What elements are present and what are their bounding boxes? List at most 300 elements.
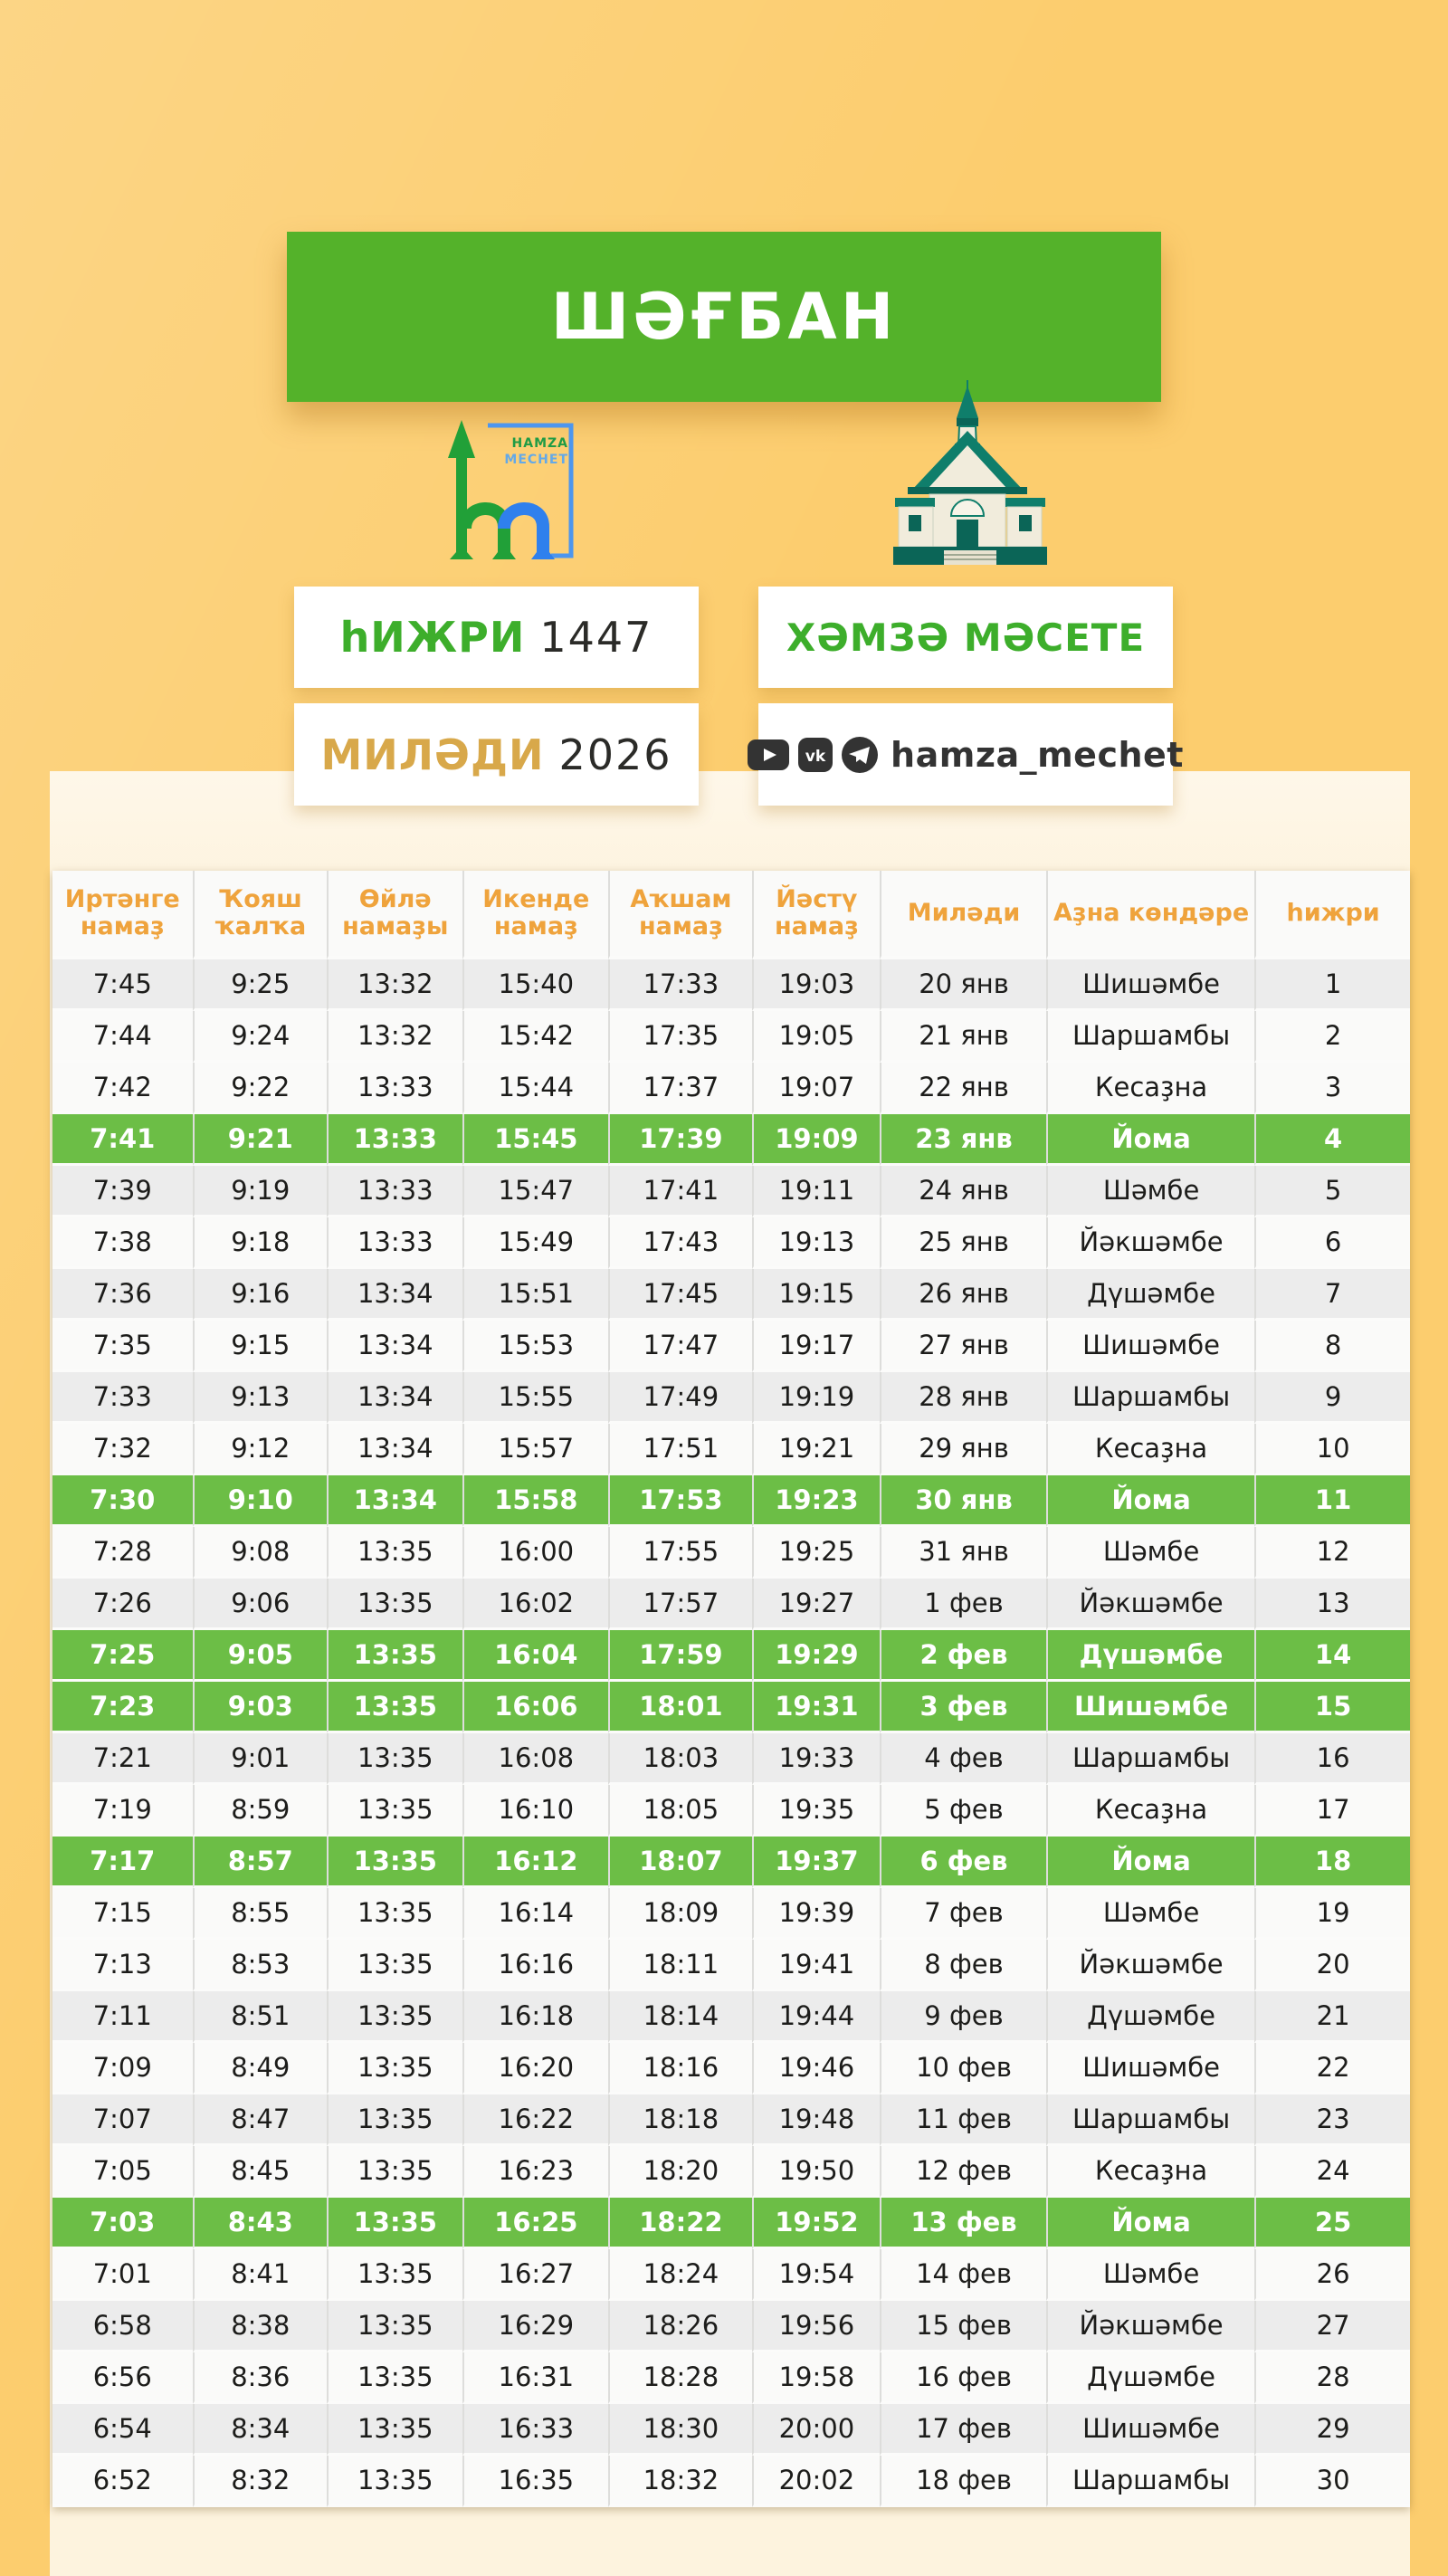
table-header-row (52, 871, 1410, 959)
cell-asr: 15:40 (462, 959, 609, 1011)
cell-miladi: 26 янв (880, 1269, 1046, 1321)
cell-sunrise: 9:18 (193, 1217, 327, 1269)
table-row (52, 1011, 1410, 1063)
cell-miladi: 5 фев (880, 1785, 1046, 1837)
miladi-year-badge (294, 703, 699, 806)
table-row (52, 1940, 1410, 1991)
cell-hijri: 12 (1254, 1527, 1410, 1579)
cell-sunrise: 9:24 (193, 1011, 327, 1063)
cell-isha: 19:50 (752, 2146, 880, 2198)
cell-miladi: 12 фев (880, 2146, 1046, 2198)
cell-miladi: 10 фев (880, 2043, 1046, 2094)
cell-hijri: 5 (1254, 1166, 1410, 1217)
mosque-name: ХӘМЗӘ МӘСЕТЕ (786, 615, 1146, 660)
cell-isha: 19:27 (752, 1579, 880, 1630)
column-header: Аҡшам намаҙ (608, 871, 752, 959)
cell-weekday: Йома (1046, 2198, 1254, 2249)
cell-hijri: 16 (1254, 1733, 1410, 1785)
cell-maghrib: 18:16 (608, 2043, 752, 2094)
cell-fajr: 7:30 (52, 1475, 193, 1527)
cell-isha: 19:33 (752, 1733, 880, 1785)
cell-maghrib: 18:03 (608, 1733, 752, 1785)
vk-icon (798, 738, 833, 772)
cell-miladi: 2 фев (880, 1630, 1046, 1682)
cell-hijri: 8 (1254, 1321, 1410, 1372)
cell-isha: 19:07 (752, 1063, 880, 1114)
cell-fajr: 7:25 (52, 1630, 193, 1682)
cell-hijri: 4 (1254, 1114, 1410, 1166)
cell-sunrise: 9:22 (193, 1063, 327, 1114)
cell-asr: 16:14 (462, 1888, 609, 1940)
mosque-name-badge (758, 587, 1173, 688)
cell-sunrise: 8:47 (193, 2094, 327, 2146)
table-row (52, 1733, 1410, 1785)
cell-zuhr: 13:35 (327, 2301, 462, 2352)
cell-hijri: 9 (1254, 1372, 1410, 1424)
cell-isha: 19:35 (752, 1785, 880, 1837)
table-row (52, 2404, 1410, 2456)
cell-maghrib: 18:11 (608, 1940, 752, 1991)
cell-zuhr: 13:35 (327, 2456, 462, 2507)
cell-asr: 15:55 (462, 1372, 609, 1424)
cell-zuhr: 13:35 (327, 2146, 462, 2198)
cell-zuhr: 13:35 (327, 1837, 462, 1888)
logo-text-mechet: MECHET (504, 453, 568, 467)
cell-isha: 19:56 (752, 2301, 880, 2352)
cell-fajr: 7:23 (52, 1682, 193, 1733)
table-row (52, 1372, 1410, 1424)
cell-zuhr: 13:35 (327, 2352, 462, 2404)
cell-miladi: 21 янв (880, 1011, 1046, 1063)
cell-sunrise: 9:15 (193, 1321, 327, 1372)
cell-isha: 19:39 (752, 1888, 880, 1940)
cell-maghrib: 17:53 (608, 1475, 752, 1527)
table-row (52, 1321, 1410, 1372)
cell-sunrise: 9:21 (193, 1114, 327, 1166)
table-row (52, 2146, 1410, 2198)
cell-sunrise: 9:13 (193, 1372, 327, 1424)
svg-text:vk: vk (805, 747, 826, 766)
column-header: һижри (1254, 871, 1410, 959)
cell-hijri: 21 (1254, 1991, 1410, 2043)
cell-sunrise: 9:06 (193, 1579, 327, 1630)
prayer-table-card (52, 871, 1410, 2507)
cell-maghrib: 17:37 (608, 1063, 752, 1114)
column-header: Икенде намаҙ (462, 871, 609, 959)
hm-logo-icon (419, 418, 579, 563)
table-row (52, 1837, 1410, 1888)
telegram-icon (842, 737, 878, 773)
cell-asr: 16:27 (462, 2249, 609, 2301)
cell-sunrise: 9:01 (193, 1733, 327, 1785)
cell-fajr: 7:33 (52, 1372, 193, 1424)
cell-hijri: 10 (1254, 1424, 1410, 1475)
table-row (52, 959, 1410, 1011)
cell-hijri: 13 (1254, 1579, 1410, 1630)
cell-miladi: 11 фев (880, 2094, 1046, 2146)
cell-maghrib: 18:30 (608, 2404, 752, 2456)
table-row (52, 1785, 1410, 1837)
miladi-label: МИЛӘДИ (320, 730, 545, 779)
cell-maghrib: 18:24 (608, 2249, 752, 2301)
month-title: ШӘҒБАН (550, 280, 898, 354)
social-icons (748, 737, 878, 773)
cell-sunrise: 9:12 (193, 1424, 327, 1475)
cell-zuhr: 13:34 (327, 1475, 462, 1527)
miladi-year: 2026 (558, 730, 672, 779)
cell-sunrise: 9:05 (193, 1630, 327, 1682)
cell-zuhr: 13:35 (327, 1785, 462, 1837)
cell-isha: 19:05 (752, 1011, 880, 1063)
cell-weekday: Шишәмбе (1046, 959, 1254, 1011)
cell-fajr: 6:56 (52, 2352, 193, 2404)
cell-weekday: Дүшәмбе (1046, 1630, 1254, 1682)
cell-hijri: 18 (1254, 1837, 1410, 1888)
cell-asr: 16:23 (462, 2146, 609, 2198)
cell-asr: 16:33 (462, 2404, 609, 2456)
prayer-table-body (52, 959, 1410, 2507)
cell-zuhr: 13:34 (327, 1269, 462, 1321)
cell-asr: 16:35 (462, 2456, 609, 2507)
cell-zuhr: 13:35 (327, 1991, 462, 2043)
column-header: Өйлә намаҙы (327, 871, 462, 959)
cell-fajr: 7:09 (52, 2043, 193, 2094)
table-row (52, 1527, 1410, 1579)
cell-miladi: 24 янв (880, 1166, 1046, 1217)
cell-isha: 19:52 (752, 2198, 880, 2249)
cell-fajr: 7:41 (52, 1114, 193, 1166)
cell-weekday: Шишәмбе (1046, 1321, 1254, 1372)
cell-isha: 19:46 (752, 2043, 880, 2094)
hijri-year: 1447 (539, 613, 653, 662)
cell-asr: 15:47 (462, 1166, 609, 1217)
cell-isha: 19:29 (752, 1630, 880, 1682)
cell-weekday: Дүшәмбе (1046, 2352, 1254, 2404)
cell-sunrise: 9:16 (193, 1269, 327, 1321)
hijri-label: һИЖРИ (339, 613, 526, 662)
cell-miladi: 29 янв (880, 1424, 1046, 1475)
cell-weekday: Шишәмбе (1046, 1682, 1254, 1733)
table-row (52, 1269, 1410, 1321)
cell-zuhr: 13:34 (327, 1321, 462, 1372)
cell-hijri: 28 (1254, 2352, 1410, 2404)
cell-zuhr: 13:35 (327, 2404, 462, 2456)
cell-hijri: 25 (1254, 2198, 1410, 2249)
cell-hijri: 1 (1254, 959, 1410, 1011)
cell-isha: 19:17 (752, 1321, 880, 1372)
table-row (52, 2456, 1410, 2507)
cell-zuhr: 13:33 (327, 1114, 462, 1166)
cell-isha: 19:11 (752, 1166, 880, 1217)
cell-weekday: Йәкшәмбе (1046, 1579, 1254, 1630)
table-row (52, 2198, 1410, 2249)
cell-asr: 16:29 (462, 2301, 609, 2352)
cell-miladi: 15 фев (880, 2301, 1046, 2352)
cell-zuhr: 13:35 (327, 2043, 462, 2094)
cell-fajr: 7:38 (52, 1217, 193, 1269)
cell-sunrise: 8:55 (193, 1888, 327, 1940)
cell-fajr: 6:58 (52, 2301, 193, 2352)
cell-maghrib: 18:07 (608, 1837, 752, 1888)
cell-hijri: 19 (1254, 1888, 1410, 1940)
cell-hijri: 26 (1254, 2249, 1410, 2301)
cell-miladi: 7 фев (880, 1888, 1046, 1940)
prayer-table (52, 871, 1410, 2507)
table-row (52, 1630, 1410, 1682)
cell-hijri: 27 (1254, 2301, 1410, 2352)
cell-weekday: Кесаҙна (1046, 2146, 1254, 2198)
cell-miladi: 25 янв (880, 1217, 1046, 1269)
cell-zuhr: 13:35 (327, 1630, 462, 1682)
cell-maghrib: 18:14 (608, 1991, 752, 2043)
cell-weekday: Кесаҙна (1046, 1063, 1254, 1114)
cell-weekday: Йома (1046, 1837, 1254, 1888)
cell-weekday: Шаршамбы (1046, 2094, 1254, 2146)
cell-isha: 19:21 (752, 1424, 880, 1475)
cell-isha: 19:15 (752, 1269, 880, 1321)
cell-maghrib: 18:01 (608, 1682, 752, 1733)
cell-asr: 16:10 (462, 1785, 609, 1837)
cell-isha: 19:48 (752, 2094, 880, 2146)
cell-asr: 15:42 (462, 1011, 609, 1063)
cell-fajr: 7:05 (52, 2146, 193, 2198)
column-header: Йәстү намаҙ (752, 871, 880, 959)
cell-isha: 19:58 (752, 2352, 880, 2404)
hamza-mechet-logo (419, 418, 579, 567)
cell-weekday: Шаршамбы (1046, 1372, 1254, 1424)
cell-maghrib: 18:20 (608, 2146, 752, 2198)
cell-miladi: 6 фев (880, 1837, 1046, 1888)
month-banner (287, 232, 1161, 402)
cell-sunrise: 8:59 (193, 1785, 327, 1837)
cell-fajr: 7:44 (52, 1011, 193, 1063)
cell-hijri: 23 (1254, 2094, 1410, 2146)
cell-zuhr: 13:35 (327, 2249, 462, 2301)
cell-hijri: 7 (1254, 1269, 1410, 1321)
cell-fajr: 7:07 (52, 2094, 193, 2146)
column-header: Иртәнге намаҙ (52, 871, 193, 959)
cell-zuhr: 13:35 (327, 1733, 462, 1785)
cell-hijri: 17 (1254, 1785, 1410, 1837)
cell-isha: 19:25 (752, 1527, 880, 1579)
cell-maghrib: 18:05 (608, 1785, 752, 1837)
cell-zuhr: 13:35 (327, 1579, 462, 1630)
table-row (52, 1888, 1410, 1940)
cell-hijri: 22 (1254, 2043, 1410, 2094)
cell-isha: 19:54 (752, 2249, 880, 2301)
social-badge (758, 703, 1184, 806)
cell-asr: 15:53 (462, 1321, 609, 1372)
cell-sunrise: 8:43 (193, 2198, 327, 2249)
cell-miladi: 13 фев (880, 2198, 1046, 2249)
cell-fajr: 7:42 (52, 1063, 193, 1114)
cell-maghrib: 18:32 (608, 2456, 752, 2507)
cell-hijri: 20 (1254, 1940, 1410, 1991)
cell-asr: 16:00 (462, 1527, 609, 1579)
cell-weekday: Шәмбе (1046, 1527, 1254, 1579)
cell-weekday: Шәмбе (1046, 1888, 1254, 1940)
cell-isha: 19:03 (752, 959, 880, 1011)
table-row (52, 2301, 1410, 2352)
cell-maghrib: 17:49 (608, 1372, 752, 1424)
cell-miladi: 4 фев (880, 1733, 1046, 1785)
cell-fajr: 7:03 (52, 2198, 193, 2249)
cell-maghrib: 18:28 (608, 2352, 752, 2404)
cell-fajr: 7:21 (52, 1733, 193, 1785)
cell-zuhr: 13:32 (327, 1011, 462, 1063)
cell-asr: 16:25 (462, 2198, 609, 2249)
cell-fajr: 7:26 (52, 1579, 193, 1630)
cell-sunrise: 8:36 (193, 2352, 327, 2404)
mosque-illustration (891, 380, 1050, 574)
cell-weekday: Йома (1046, 1475, 1254, 1527)
cell-zuhr: 13:35 (327, 2094, 462, 2146)
cell-miladi: 3 фев (880, 1682, 1046, 1733)
cell-weekday: Дүшәмбе (1046, 1269, 1254, 1321)
cell-maghrib: 18:26 (608, 2301, 752, 2352)
cell-zuhr: 13:33 (327, 1166, 462, 1217)
cell-sunrise: 8:32 (193, 2456, 327, 2507)
cell-maghrib: 17:41 (608, 1166, 752, 1217)
cell-miladi: 8 фев (880, 1940, 1046, 1991)
hijri-year-badge (294, 587, 699, 688)
cell-fajr: 7:32 (52, 1424, 193, 1475)
cell-miladi: 14 фев (880, 2249, 1046, 2301)
cell-miladi: 28 янв (880, 1372, 1046, 1424)
youtube-icon (748, 739, 789, 770)
cell-miladi: 31 янв (880, 1527, 1046, 1579)
cell-zuhr: 13:34 (327, 1424, 462, 1475)
cell-weekday: Йәкшәмбе (1046, 2301, 1254, 2352)
cell-fajr: 7:45 (52, 959, 193, 1011)
cell-zuhr: 13:33 (327, 1063, 462, 1114)
cell-isha: 20:00 (752, 2404, 880, 2456)
cell-zuhr: 13:35 (327, 1940, 462, 1991)
cell-sunrise: 8:34 (193, 2404, 327, 2456)
cell-isha: 19:37 (752, 1837, 880, 1888)
table-row (52, 1166, 1410, 1217)
cell-asr: 16:08 (462, 1733, 609, 1785)
cell-asr: 15:44 (462, 1063, 609, 1114)
table-row (52, 2043, 1410, 2094)
cell-weekday: Шаршамбы (1046, 1733, 1254, 1785)
cell-asr: 16:16 (462, 1940, 609, 1991)
cell-isha: 19:09 (752, 1114, 880, 1166)
cell-sunrise: 9:08 (193, 1527, 327, 1579)
cell-sunrise: 8:53 (193, 1940, 327, 1991)
cell-weekday: Шишәмбе (1046, 2404, 1254, 2456)
table-row (52, 1063, 1410, 1114)
cell-miladi: 9 фев (880, 1991, 1046, 2043)
cell-isha: 19:31 (752, 1682, 880, 1733)
cell-asr: 16:04 (462, 1630, 609, 1682)
cell-weekday: Кесаҙна (1046, 1785, 1254, 1837)
cell-maghrib: 17:33 (608, 959, 752, 1011)
cell-maghrib: 17:57 (608, 1579, 752, 1630)
cell-sunrise: 9:25 (193, 959, 327, 1011)
cell-maghrib: 17:47 (608, 1321, 752, 1372)
cell-fajr: 7:11 (52, 1991, 193, 2043)
table-row (52, 1682, 1410, 1733)
cell-weekday: Дүшәмбе (1046, 1991, 1254, 2043)
cell-weekday: Шишәмбе (1046, 2043, 1254, 2094)
cell-maghrib: 18:09 (608, 1888, 752, 1940)
table-row (52, 2352, 1410, 2404)
table-row (52, 1424, 1410, 1475)
cell-hijri: 11 (1254, 1475, 1410, 1527)
cell-asr: 16:22 (462, 2094, 609, 2146)
cell-maghrib: 17:35 (608, 1011, 752, 1063)
cell-sunrise: 8:51 (193, 1991, 327, 2043)
cell-sunrise: 8:57 (193, 1837, 327, 1888)
cell-maghrib: 17:59 (608, 1630, 752, 1682)
cell-fajr: 6:52 (52, 2456, 193, 2507)
cell-sunrise: 8:49 (193, 2043, 327, 2094)
cell-maghrib: 18:22 (608, 2198, 752, 2249)
table-row (52, 1114, 1410, 1166)
cell-asr: 16:31 (462, 2352, 609, 2404)
cell-zuhr: 13:32 (327, 959, 462, 1011)
cell-weekday: Шәмбе (1046, 1166, 1254, 1217)
cell-weekday: Шәмбе (1046, 2249, 1254, 2301)
cell-maghrib: 17:43 (608, 1217, 752, 1269)
table-row (52, 1991, 1410, 2043)
cell-fajr: 6:54 (52, 2404, 193, 2456)
cell-sunrise: 8:45 (193, 2146, 327, 2198)
cell-zuhr: 13:33 (327, 1217, 462, 1269)
cell-fajr: 7:17 (52, 1837, 193, 1888)
cell-fajr: 7:35 (52, 1321, 193, 1372)
cell-maghrib: 17:39 (608, 1114, 752, 1166)
cell-maghrib: 18:18 (608, 2094, 752, 2146)
column-header: Ҡояш ҡалҡа (193, 871, 327, 959)
cell-fajr: 7:13 (52, 1940, 193, 1991)
cell-miladi: 17 фев (880, 2404, 1046, 2456)
cell-hijri: 3 (1254, 1063, 1410, 1114)
mosque-icon (891, 380, 1050, 570)
cell-miladi: 20 янв (880, 959, 1046, 1011)
cell-weekday: Шаршамбы (1046, 2456, 1254, 2507)
cell-zuhr: 13:35 (327, 1888, 462, 1940)
cell-asr: 16:06 (462, 1682, 609, 1733)
cell-weekday: Йәкшәмбе (1046, 1940, 1254, 1991)
cell-sunrise: 9:19 (193, 1166, 327, 1217)
cell-asr: 15:49 (462, 1217, 609, 1269)
cell-hijri: 6 (1254, 1217, 1410, 1269)
cell-hijri: 14 (1254, 1630, 1410, 1682)
cell-zuhr: 13:35 (327, 1682, 462, 1733)
cell-fajr: 7:01 (52, 2249, 193, 2301)
cell-sunrise: 9:03 (193, 1682, 327, 1733)
cell-zuhr: 13:35 (327, 1527, 462, 1579)
cell-fajr: 7:28 (52, 1527, 193, 1579)
cell-sunrise: 9:10 (193, 1475, 327, 1527)
cell-miladi: 16 фев (880, 2352, 1046, 2404)
cell-fajr: 7:39 (52, 1166, 193, 1217)
cell-hijri: 2 (1254, 1011, 1410, 1063)
cell-isha: 19:41 (752, 1940, 880, 1991)
cell-asr: 16:12 (462, 1837, 609, 1888)
cell-isha: 19:13 (752, 1217, 880, 1269)
cell-maghrib: 17:55 (608, 1527, 752, 1579)
cell-miladi: 30 янв (880, 1475, 1046, 1527)
cell-zuhr: 13:35 (327, 2198, 462, 2249)
cell-weekday: Йәкшәмбе (1046, 1217, 1254, 1269)
cell-weekday: Шаршамбы (1046, 1011, 1254, 1063)
cell-miladi: 23 янв (880, 1114, 1046, 1166)
table-row (52, 1475, 1410, 1527)
cell-sunrise: 8:38 (193, 2301, 327, 2352)
